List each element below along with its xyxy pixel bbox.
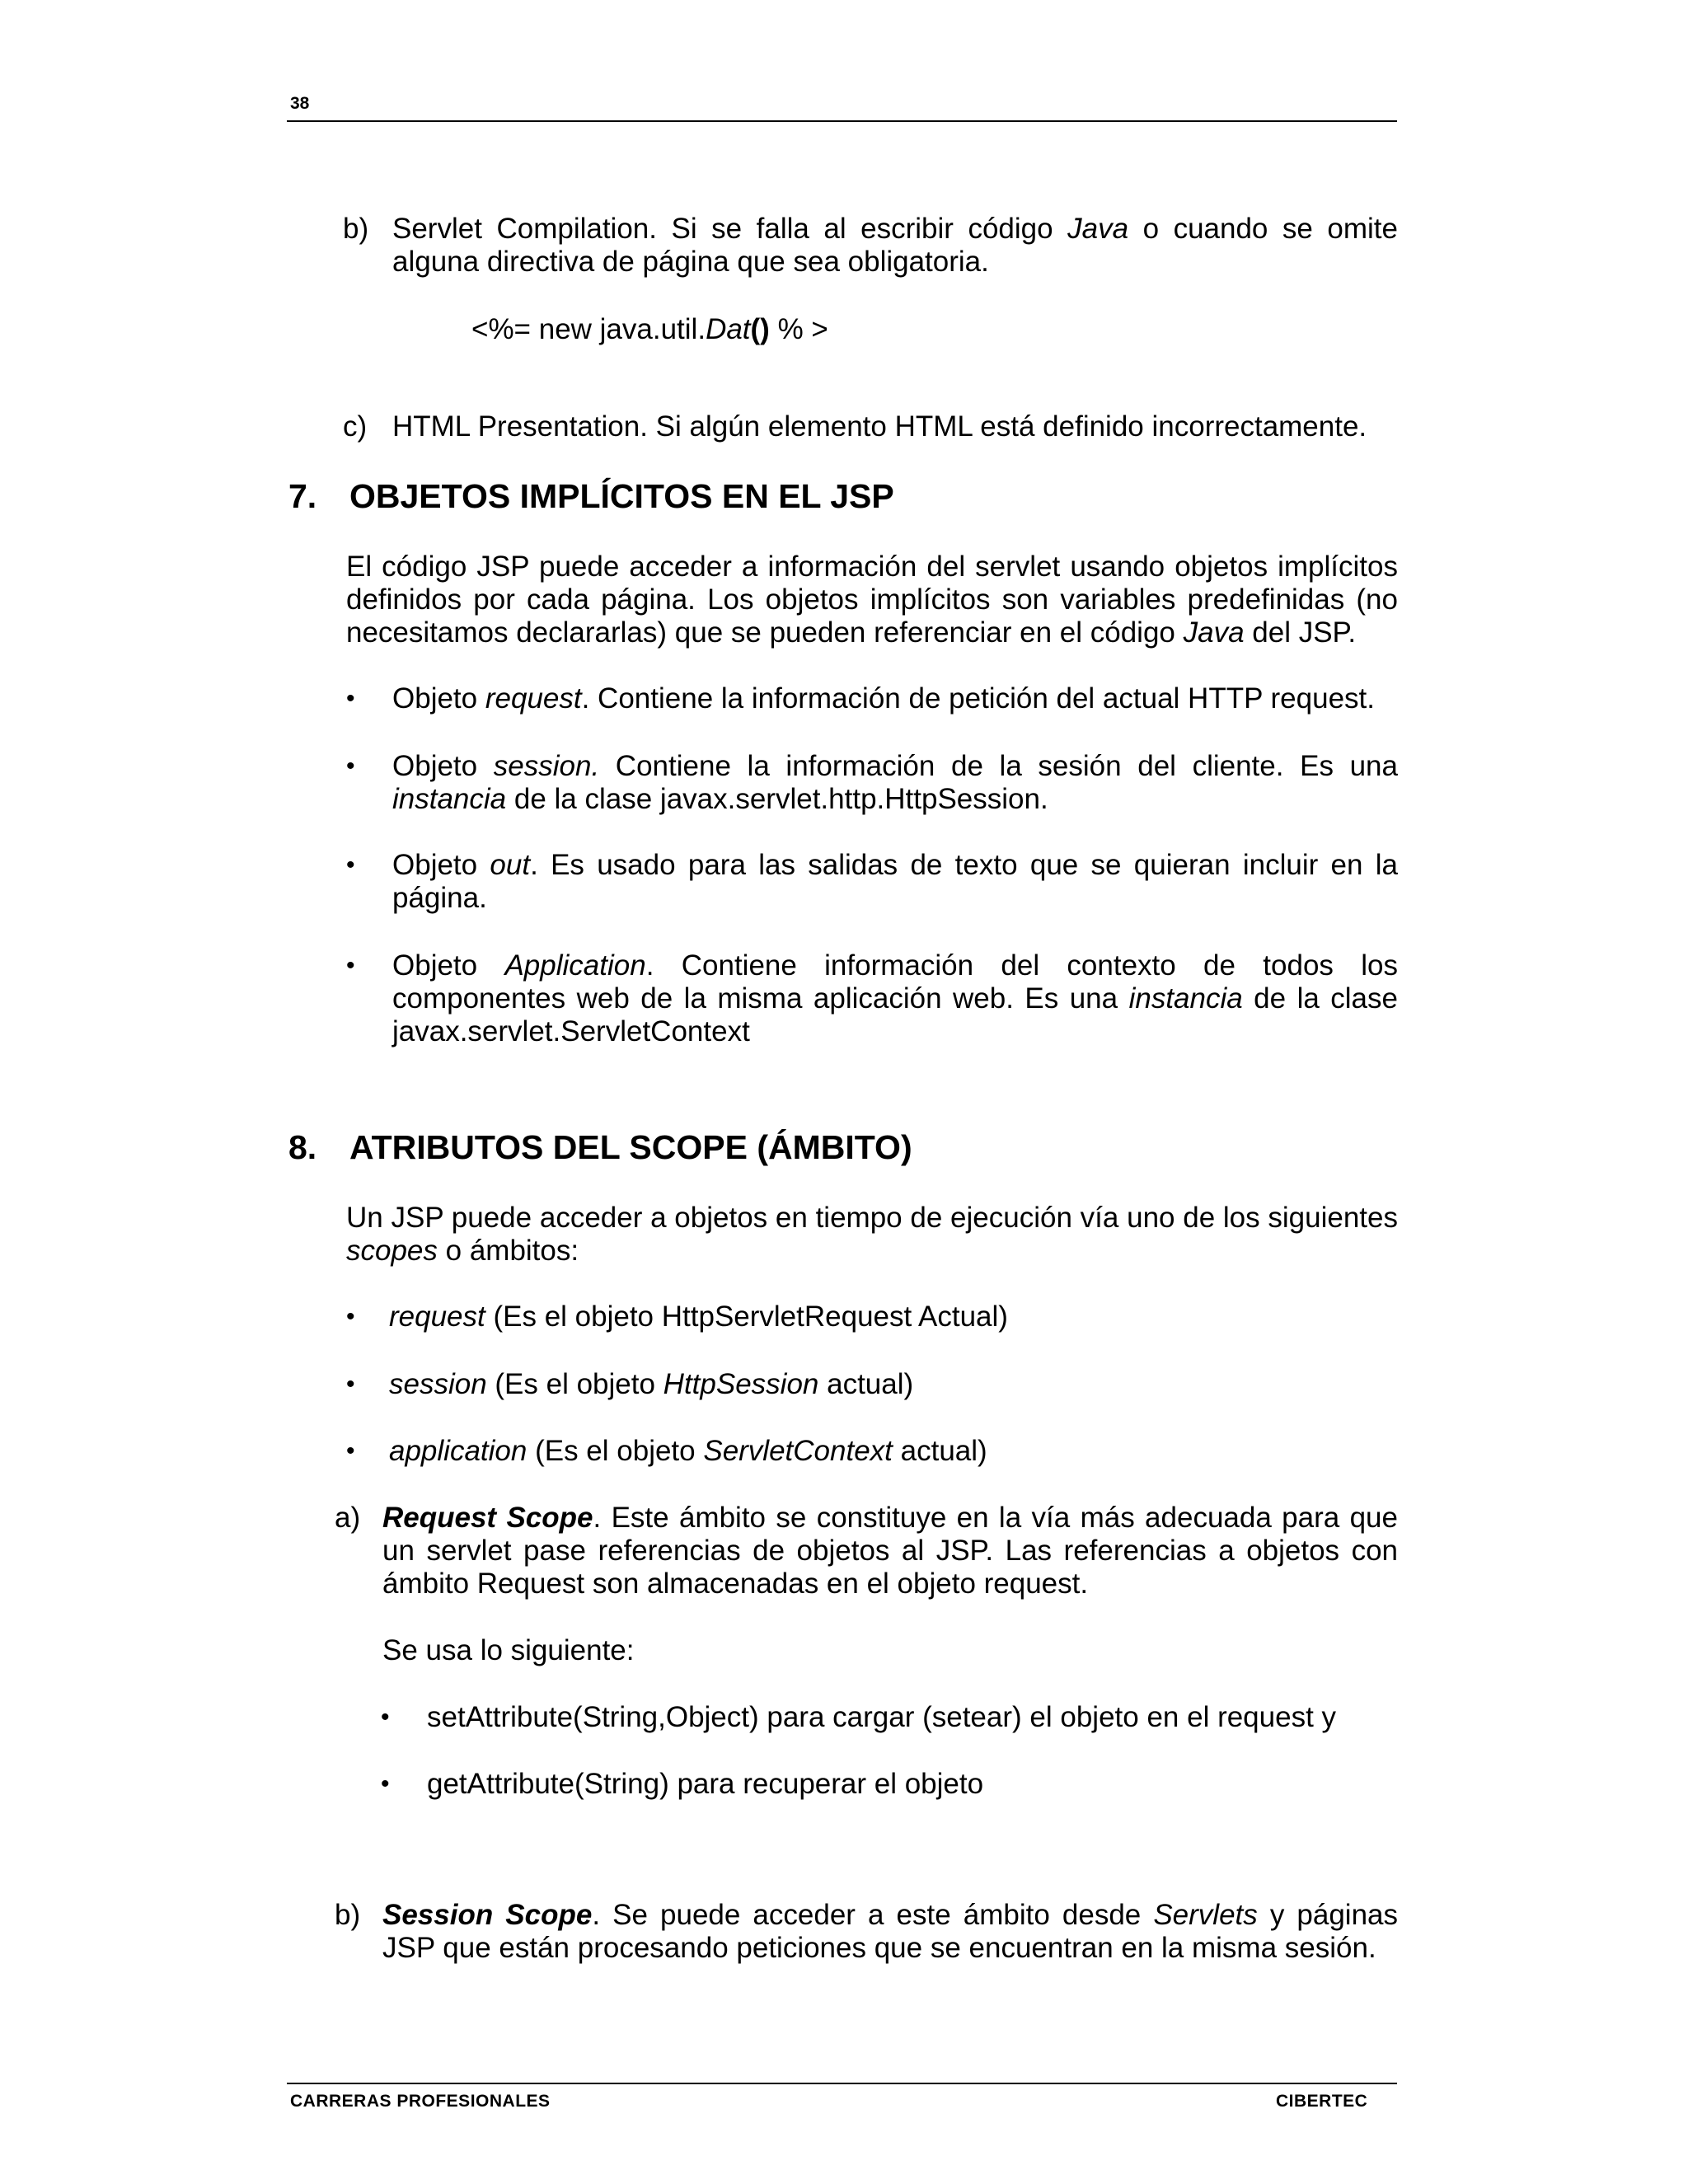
- bullet-icon: •: [381, 1770, 390, 1797]
- section-7-number: 7.: [288, 477, 317, 515]
- page-number: 38: [290, 94, 310, 113]
- header-rule: [287, 120, 1397, 122]
- bullet-application: Objeto Application. Contiene información del contexto de todos los componentes web de la misma aplicación web. Es una instancia de la clase javax.servlet.ServletContext: [392, 949, 1398, 1047]
- scope-application: application (Es el objeto ServletContext actual): [389, 1435, 987, 1467]
- bullet-request: Objeto request. Contiene la información de petición del actual HTTP request.: [392, 682, 1375, 715]
- section-8-title: ATRIBUTOS DEL SCOPE (ÁMBITO): [349, 1128, 912, 1166]
- session-scope-head: Session Scope: [382, 1899, 593, 1931]
- scope-session: session (Es el objeto HttpSession actual): [389, 1368, 914, 1400]
- scope-request: request (Es el objeto HttpServletRequest Actual): [389, 1301, 1008, 1333]
- session-scope-paragraph: Session Scope. Se puede acceder a este ámbito desde Servlets y páginas JSP que están procesando peticiones que se encuentran en la misma sesión.: [382, 1899, 1399, 1964]
- servlet-compilation-head: Servlet Compilation.: [392, 213, 657, 245]
- item-label-a: a): [335, 1502, 361, 1534]
- section-8-number: 8.: [288, 1128, 317, 1166]
- bullet-icon: •: [346, 1303, 355, 1330]
- bullet-icon: •: [381, 1704, 390, 1731]
- use-get-attribute: getAttribute(String) para recuperar el objeto: [427, 1768, 984, 1800]
- request-scope-paragraph: Request Scope. Este ámbito se constituye en la vía más adecuada para que un servlet pase referencias de objetos al JSP. Las referencias a objetos con ámbito Request son almacenadas en el objeto request.: [382, 1502, 1398, 1600]
- footer-right-text: CIBERTEC: [1276, 2092, 1368, 2111]
- bullet-icon: •: [346, 752, 355, 780]
- footer-left-text: CARRERAS PROFESIONALES: [290, 2092, 551, 2111]
- bullet-icon: •: [346, 1371, 355, 1398]
- footer-rule: [287, 2083, 1397, 2084]
- bullet-icon: •: [346, 1437, 355, 1465]
- item-label-c: c): [343, 410, 368, 443]
- request-scope-head: Request Scope: [382, 1502, 593, 1534]
- html-presentation-paragraph: HTML Presentation. Si algún elemento HTML está definido incorrectamente.: [392, 410, 1367, 443]
- section-8-intro: Un JSP puede acceder a objetos en tiempo de ejecución vía uno de los siguientes scopes o ámbitos:: [346, 1202, 1398, 1267]
- bullet-session: Objeto session. Contiene la información de la sesión del cliente. Es una instancia de la clase javax.servlet.http.HttpSession.: [392, 750, 1398, 815]
- use-set-attribute: setAttribute(String,Object) para cargar (setear) el objeto en el request y: [427, 1701, 1337, 1733]
- bullet-icon: •: [346, 851, 355, 879]
- item-label-b: b): [343, 213, 369, 245]
- bullet-icon: •: [346, 952, 355, 979]
- section-7-title: OBJETOS IMPLÍCITOS EN EL JSP: [349, 477, 894, 515]
- section-7-intro: El código JSP puede acceder a información del servlet usando objetos implícitos definidos por cada página. Los objetos implícitos son variables predefinidas (no necesitamos declararlas) que se pueden referenciar en el código Java del JSP.: [346, 551, 1398, 649]
- bullet-icon: •: [346, 685, 355, 712]
- code-example: <%= new java.util.Dat() % >: [471, 313, 828, 345]
- item-label-b-session: b): [335, 1899, 361, 1931]
- bullet-out: Objeto out. Es usado para las salidas de texto que se quieran incluir en la página.: [392, 849, 1398, 914]
- uses-intro: Se usa lo siguiente:: [382, 1634, 635, 1666]
- servlet-compilation-paragraph: Servlet Compilation. Si se falla al escribir código Java o cuando se omite alguna directiva de página que sea obligatoria.: [392, 213, 1398, 278]
